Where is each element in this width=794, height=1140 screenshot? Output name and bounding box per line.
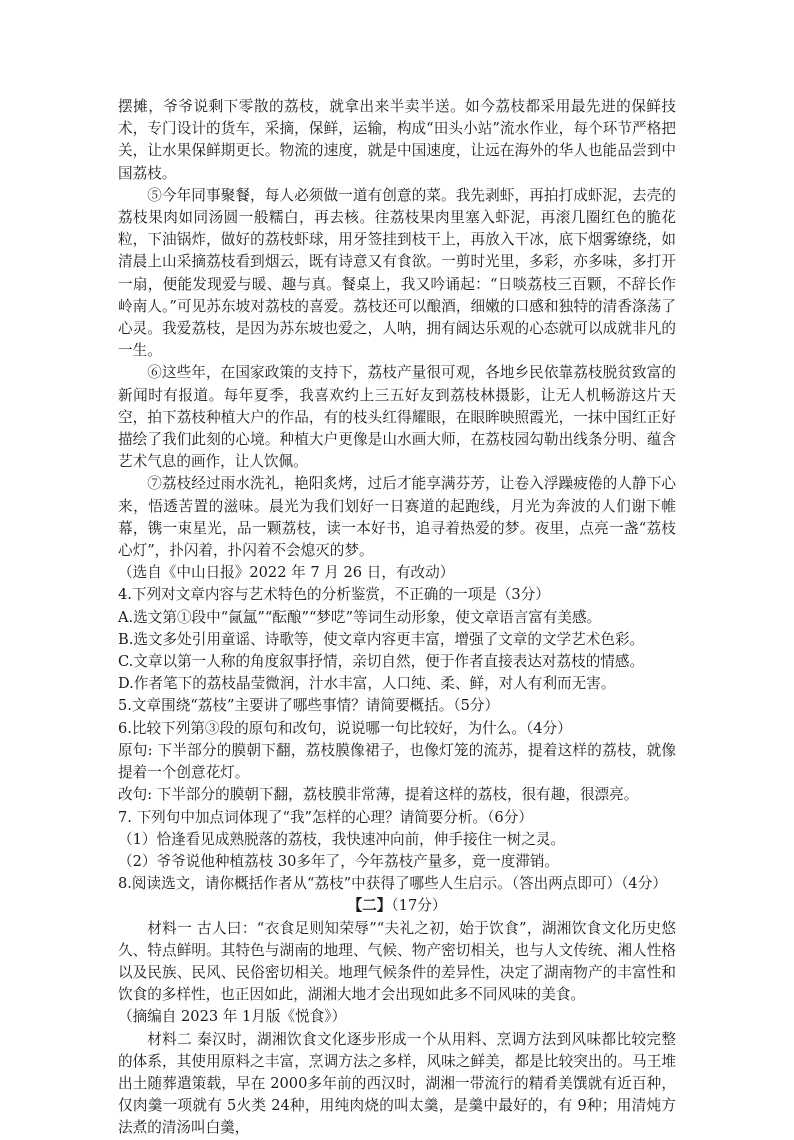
paragraph-7: ⑦荔枝经过雨水洗礼，艳阳炙烤，过后才能享满芬芳，让卷入浮躁疲倦的人静下心来，悟透苦置的滋味。晨光为我们划好一日赛道的起跑线，月光为奔波的人们谢下帷幕，镌一束星光，品一颗荔枝，读一本好书，追寻着热爱的梦。夜里，点亮一盏“荔枝心灯”，扑闪着，扑闪着不会熄灭的梦。: [118, 475, 676, 560]
question-4-option-c: C.文章以第一人称的角度叙事抒情，亲切自然，便于作者直接表达对荔枝的情感。: [118, 653, 645, 671]
question-7-item-2: （2）爷爷说他种植荔枝 30多年了，今年荔枝产量多，竟一度滞销。: [118, 852, 560, 870]
question-4-option-b: B.选文多处引用童谣、诗歌等，使文章内容更丰富，增强了文章的文学艺术色彩。: [118, 630, 645, 648]
question-5: 5.文章围绕“荔枝”主要讲了哪些事情？请简要概括。（5分）: [118, 697, 500, 715]
material-2: 材料二 秦汉时，湖湘饮食文化逐步形成一个从用料、烹调方法到风味都比较完整的体系，其使用原料之丰富，烹调方法之多样，风味之鲜美，都是比较突出的。马王堆出土随葬遣策载，早在 2000多年前的西汉时，湖湘一带流行的精肴美馔就有近百种，仅肉羹一项就有 5火类 24种，用纯肉烧的叫太羹，是羹中最好的，有 9种；用清炖方法煮的清汤叫白羹，: [118, 1030, 676, 1137]
source-citation: （选自《中山日报》2022 年 7 月 26 日，有改动）: [118, 564, 455, 582]
question-4-option-a: A.选文第①段中“氤氲”“酝酿”“梦呓”等词生动形象，使文章语言富有美感。: [118, 608, 602, 626]
question-4: 4.下列对文章内容与艺术特色的分析鉴赏，不正确的一项是（3分）: [118, 586, 550, 604]
paragraph-5: ⑤今年同事聚餐，每人必须做一道有创意的菜。我先剥虾，再拍打成虾泥，去壳的荔枝果肉如同汤圆一般糯白，再去核。往荔枝果肉里塞入虾泥，再滚几圈红色的脆花粒，下油锅炸，做好的荔枝虾球，用牙签挂到枝干上，再放入干冰，底下烟雾缭绕，如清晨上山采摘荔枝看到烟云，既有诗意又有食欲。一剪时光里，多彩，亦多味，多打开一扇，便能发现爱与暖、趣与真。餐桌上，我又吟诵起：“日啖荔枝三百颗，不辞长作岭南人。”可见苏东坡对荔枝的喜爱。荔枝还可以酿酒，细嫩的口感和独特的清香涤荡了心灵。我爱荔枝，是因为苏东坡也爱之，人呐，拥有阔达乐观的心态就可以成就非凡的一生。: [118, 186, 676, 360]
paragraph-continued: 摆摊，爷爷说剩下零散的荔枝，就拿出来半卖半送。如今荔枝都采用最先进的保鲜技术，专门设计的货车，采摘，保鲜，运输，构成“田头小站”流水作业，每个环节严格把关，让水果保鲜期更长。物流的速度，就是中国速度，让远在海外的华人也能品尝到中国荔枝。: [118, 98, 676, 182]
material-1-source: （摘编自 2023 年 1月版《悦食》）: [118, 1008, 347, 1026]
section-heading: [118, 895, 676, 917]
question-4-option-d: D.作者笔下的荔枝晶莹微润，汁水丰富，人口纯、柔、鲜，对人有利而无害。: [118, 675, 616, 693]
material-1: 材料一 古人曰：“衣食足则知荣辱”“夫礼之初，始于饮食”，湖湘饮食文化历史悠久、特点鲜明。其特色与湖南的地理、气候、物产密切相关，也与人文传统、湘人性格以及民族、民风、民俗密切相关。地理气候条件的差异性，决定了湖南物产的丰富性和饮食的多样性，也正因如此，湖湘大地才会出现如此多不同风味的美食。: [118, 919, 676, 1004]
question-6-modified: 改句: 下半部分的膜朝下翻，荔枝膜非常薄，提着这样的荔枝，很有趣，很漂亮。: [118, 786, 639, 804]
section-title: 【二】: [347, 897, 392, 915]
question-8: 8.阅读选文，请你概括作者从“荔枝”中获得了哪些人生启示。（答出两点即可）（4分）: [118, 875, 667, 893]
paragraph-6: ⑥这些年，在国家政策的支持下，荔枝产量很可观，各地乡民依靠荔枝脱贫致富的新闻时有报道。每年夏季，我喜欢约上三五好友到荔枝林摄影，让无人机畅游这片天空，拍下荔枝种植大户的作品，有的枝头红得耀眼，在眼眸映照霞光，一抹中国红正好描绘了我们此刻的心境。种植大户更像是山水画大师，在荔枝园勾勒出线条分明、蕴含艺术气息的画作，让人饮佩。: [118, 364, 676, 471]
question-6-original: 原句: 下半部分的膜朝下翻，荔枝膜像裙子，也像灯笼的流苏，提着这样的荔枝，就像提着一个创意花灯。: [118, 741, 676, 782]
question-7-item-1: （1）恰逢看见成熟脱落的荔枝，我快速冲向前，伸手接住一树之灵。: [118, 830, 566, 848]
section-score: （17分）: [391, 897, 447, 915]
question-7: 7. 下列句中加点词体现了“我”怎样的心理？请简要分析。（6分）: [118, 808, 533, 826]
question-6: 6.比较下列第③段的原句和改句，说说哪一句比较好，为什么。（4分）: [118, 719, 572, 737]
